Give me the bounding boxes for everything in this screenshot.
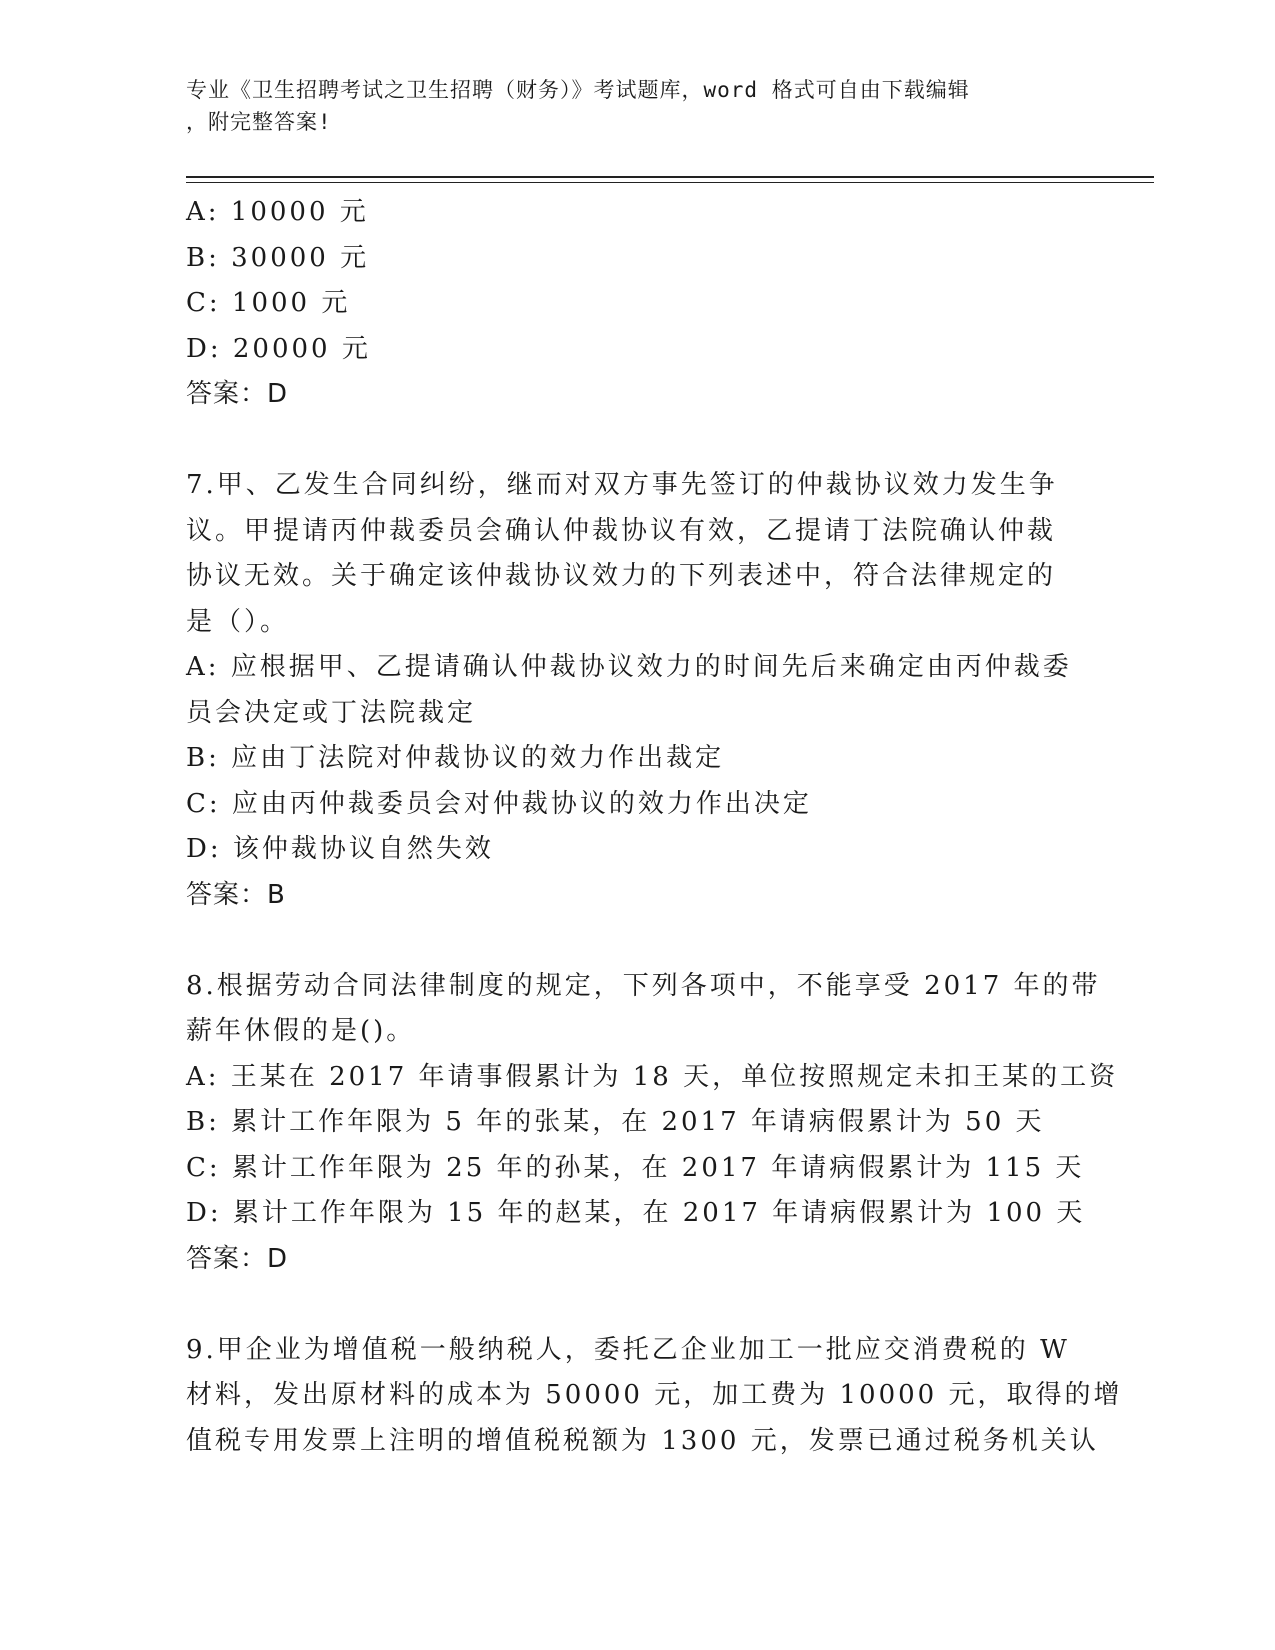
spacer bbox=[186, 918, 1086, 964]
option-a: A: 10000 元 bbox=[186, 197, 369, 227]
option-a-continued: 员会决定或丁法院裁定 bbox=[186, 697, 477, 728]
question-stem-line: 议。甲提请丙仲裁委员会确认仲裁协议有效，乙提请丁法院确认仲裁 bbox=[186, 515, 1057, 546]
header-title-line-2: ，附完整答案! bbox=[186, 110, 332, 134]
spacer bbox=[186, 418, 1086, 464]
option-d: D: 20000 元 bbox=[186, 333, 371, 364]
header-divider-thin bbox=[186, 182, 1154, 183]
option-a: A: 应根据甲、乙提请确认仲裁协议效力的时间先后来确定由丙仲裁委 bbox=[186, 652, 1072, 682]
question-stem-line: 9.甲企业为增值税一般纳税人，委托乙企业加工一批应交消费税的 W bbox=[186, 1334, 1070, 1365]
question-stem-line: 是（）。 bbox=[186, 606, 290, 637]
header-title-line-1: 专业《卫生招聘考试之卫生招聘（财务）》考试题库，word 格式可自由下载编辑 bbox=[186, 78, 970, 102]
question-stem-line: 材料，发出原材料的成本为 50000 元，加工费为 10000 元，取得的增 bbox=[186, 1380, 1123, 1410]
option-b: B: 30000 元 bbox=[186, 242, 370, 273]
question-6-options bbox=[186, 190, 1086, 372]
question-stem-line: 8.根据劳动合同法律制度的规定，下列各项中，不能享受 2017 年的带 bbox=[186, 970, 1101, 1001]
option-b: B: 应由丁法院对仲裁协议的效力作出裁定 bbox=[186, 743, 725, 773]
option-a: A: 王某在 2017 年请事假累计为 18 天，单位按照规定未扣王某的工资 bbox=[186, 1061, 1119, 1092]
question-stem-line: 薪年休假的是()。 bbox=[186, 1016, 416, 1046]
answer-6: 答案：D bbox=[186, 379, 289, 409]
question-stem-line: 值税专用发票上注明的增值税税额为 1300 元，发票已通过税务机关认 bbox=[186, 1425, 1099, 1456]
question-content bbox=[186, 190, 1123, 1464]
option-b: B: 累计工作年限为 5 年的张某，在 2017 年请病假累计为 50 天 bbox=[186, 1107, 1045, 1137]
answer-8: 答案：D bbox=[186, 1243, 289, 1274]
option-d: D: 累计工作年限为 15 年的赵某，在 2017 年请病假累计为 100 天 bbox=[186, 1198, 1086, 1228]
answer-7: 答案：B bbox=[186, 879, 286, 910]
spacer bbox=[186, 1282, 1086, 1328]
document-header bbox=[186, 74, 1066, 138]
question-stem-line: 协议无效。关于确定该仲裁协议效力的下列表述中，符合法律规定的 bbox=[186, 561, 1057, 591]
option-c: C: 累计工作年限为 25 年的孙某，在 2017 年请病假累计为 115 天 bbox=[186, 1152, 1085, 1183]
option-d: D: 该仲裁协议自然失效 bbox=[186, 834, 494, 864]
header-divider-thick bbox=[186, 176, 1154, 178]
question-7 bbox=[186, 463, 1086, 873]
question-stem-line: 7.甲、乙发生合同纠纷，继而对双方事先签订的仲裁协议效力发生争 bbox=[186, 470, 1058, 500]
option-c: C: 应由丙仲裁委员会对仲裁协议的效力作出决定 bbox=[186, 788, 812, 819]
question-9 bbox=[186, 1328, 1123, 1465]
question-8 bbox=[186, 964, 1119, 1237]
option-c: C: 1000 元 bbox=[186, 288, 351, 318]
